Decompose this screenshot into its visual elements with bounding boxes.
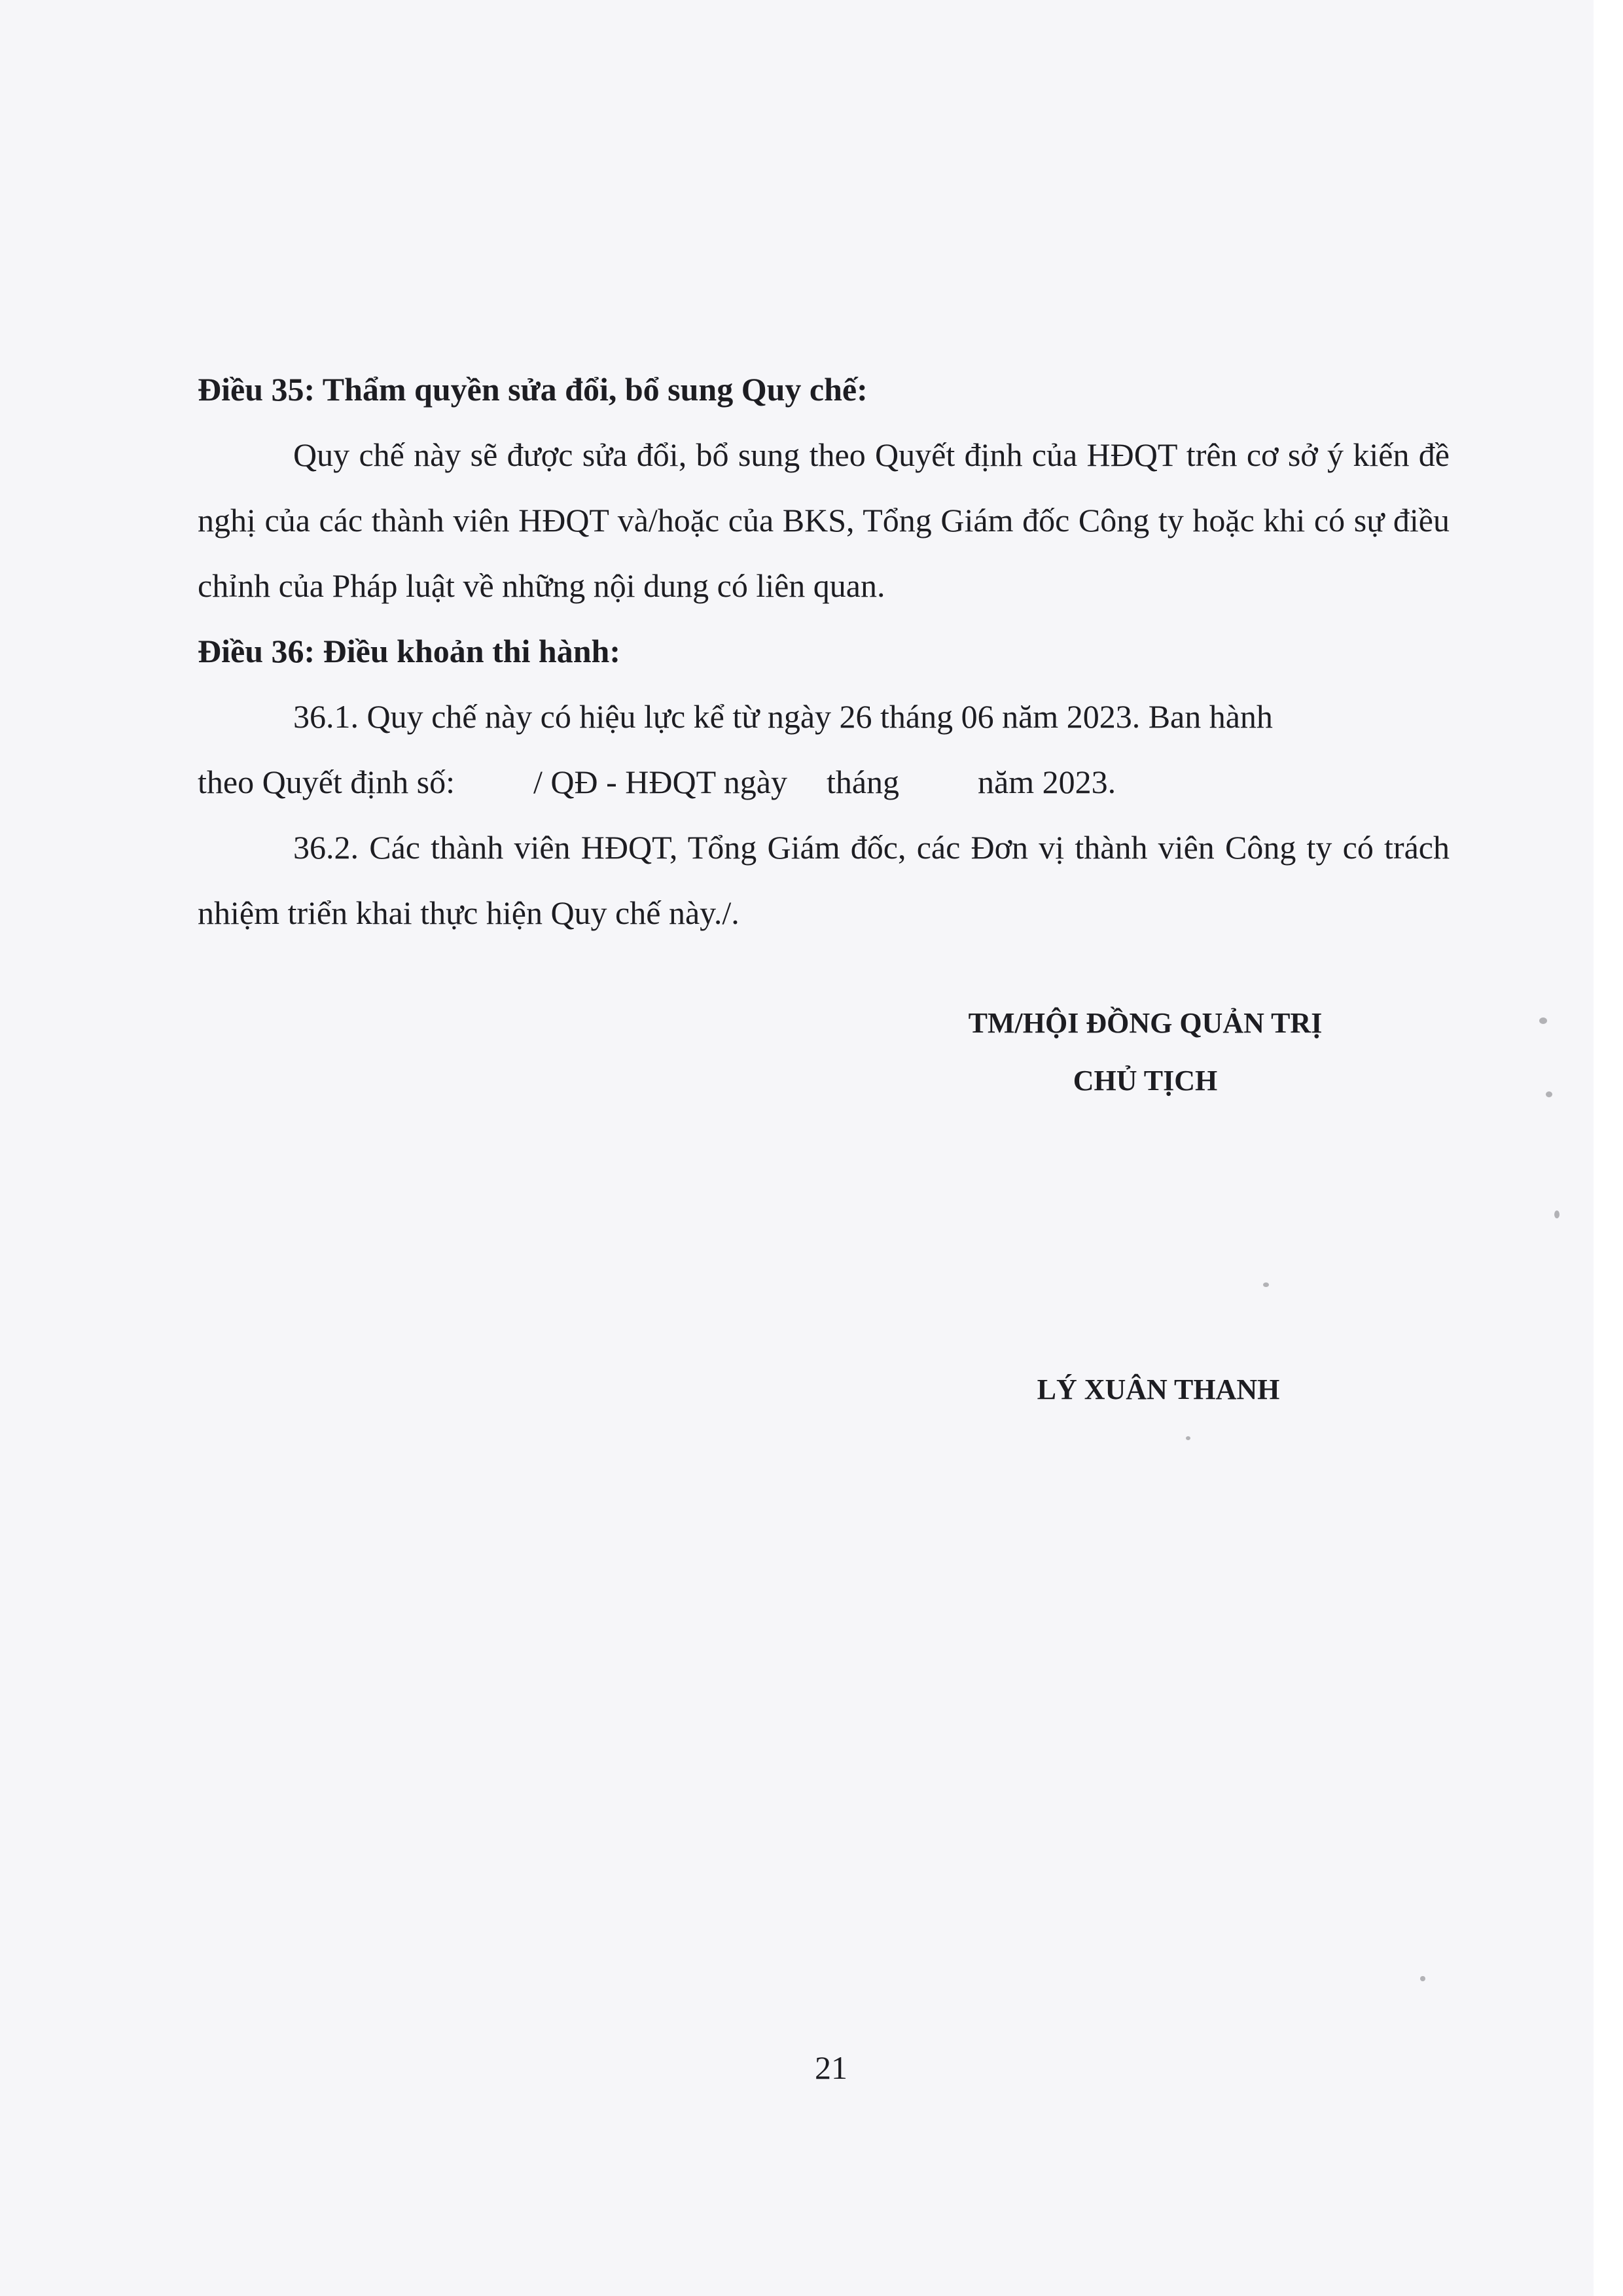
- page-number: 21: [815, 2049, 847, 2086]
- article-36-clause-2: 36.2. Các thành viên HĐQT, Tổng Giám đốc, các Đơn vị thành viên Công ty có trách nhiệm triển khai thực hiện Quy chế này./.: [198, 829, 1450, 931]
- clause-1-year: năm 2023.: [978, 764, 1116, 800]
- article-35-heading: Điều 35: Thẩm quyền sửa đổi, bổ sung Quy chế:: [198, 371, 868, 408]
- document-body: [198, 357, 1450, 945]
- scan-speck: [1420, 1976, 1425, 1981]
- scan-speck: [1554, 1210, 1560, 1218]
- clause-1-decision-label: theo Quyết định số:: [198, 764, 455, 800]
- scan-edge: [1594, 0, 1623, 2296]
- article-36-heading: Điều 36: Điều khoản thi hành:: [198, 633, 620, 669]
- scan-speck: [1539, 1017, 1547, 1024]
- signature-block: [916, 995, 1374, 1110]
- article-35-body: Quy chế này sẽ được sửa đổi, bổ sung theo Quyết định của HĐQT trên cơ sở ý kiến đề nghị của các thành viên HĐQT và/hoặc của BKS, Tổng Giám đốc Công ty hoặc khi có sự điều chỉnh của Pháp luật về những nội dung có liên quan.: [198, 436, 1450, 604]
- clause-1-month-label: tháng: [826, 764, 900, 800]
- article-36-clause-1: [198, 684, 1450, 815]
- clause-1-line-1: 36.1. Quy chế này có hiệu lực kể từ ngày 26 tháng 06 năm 2023. Ban hành: [293, 698, 1273, 735]
- scan-speck: [1263, 1282, 1269, 1287]
- scan-speck: [1546, 1091, 1552, 1097]
- clause-1-decision-number: / QĐ - HĐQT ngày: [533, 764, 787, 800]
- scan-speck: [1186, 1436, 1190, 1440]
- signatory-name: LÝ XUÂN THANH: [1037, 1373, 1280, 1405]
- signature-title-line: CHỦ TỊCH: [1073, 1065, 1218, 1097]
- signature-org-line: TM/HỘI ĐỒNG QUẢN TRỊ: [968, 1007, 1323, 1039]
